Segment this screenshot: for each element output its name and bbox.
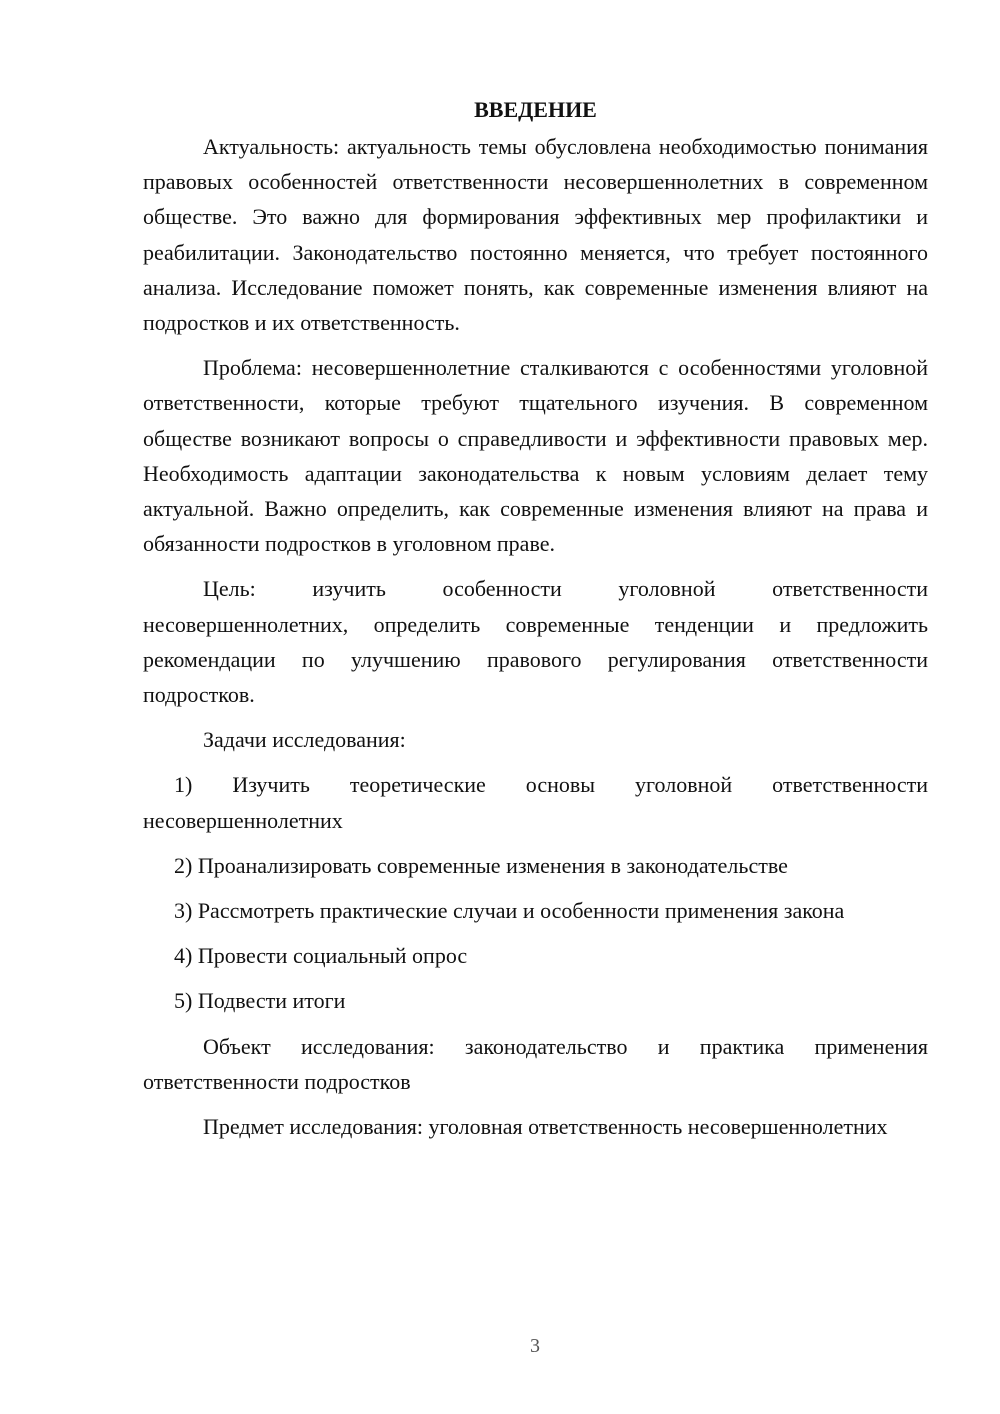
document-page <box>143 92 928 1154</box>
relevance-paragraph: Актуальность: актуальность темы обусловлена необходимостью понимания правовых особенностей ответственности несовершеннолетних в современном обществе. Это важно для формирования эффективных мер профилактики и реабилитации. Законодательство постоянно меняется, что требует постоянного анализа. Исследование поможет понять, как современные изменения влияют на подростков и их ответственность. <box>143 134 928 336</box>
list-item: 1) Изучить теоретические основы уголовной ответственности несовершеннолетних <box>143 772 928 833</box>
object-paragraph: Объект исследования: законодательство и практика применения ответственности подростков <box>143 1033 928 1094</box>
document-title: ВВЕДЕНИЕ <box>474 97 597 122</box>
goal-paragraph: Цель: изучить особенности уголовной ответственности несовершеннолетних, определить современные тенденции и предложить рекомендации по улучшению правового регулирования ответственности подростков. <box>143 576 928 708</box>
page-number: 3 <box>530 1335 540 1357</box>
list-item: 5) Подвести итоги <box>174 988 346 1014</box>
problem-paragraph: Проблема: несовершеннолетние сталкиваются с особенностями уголовной ответственности, которые требуют тщательного изучения. В современном обществе возникают вопросы о справедливости и эффективности правовых мер. Необходимость адаптации законодательства к новым условиям делает тему актуальной. Важно определить, как современные изменения влияют на права и обязанности подростков в уголовном праве. <box>143 355 928 557</box>
list-item: 3) Рассмотреть практические случаи и особенности применения закона <box>174 898 845 924</box>
list-item: 2) Проанализировать современные изменения в законодательстве <box>174 852 788 878</box>
tasks-list <box>143 767 928 1018</box>
list-item: 4) Провести социальный опрос <box>174 943 468 969</box>
tasks-heading: Задачи исследования: <box>203 727 406 753</box>
subject-paragraph: Предмет исследования: уголовная ответственность несовершеннолетних <box>203 1114 888 1140</box>
